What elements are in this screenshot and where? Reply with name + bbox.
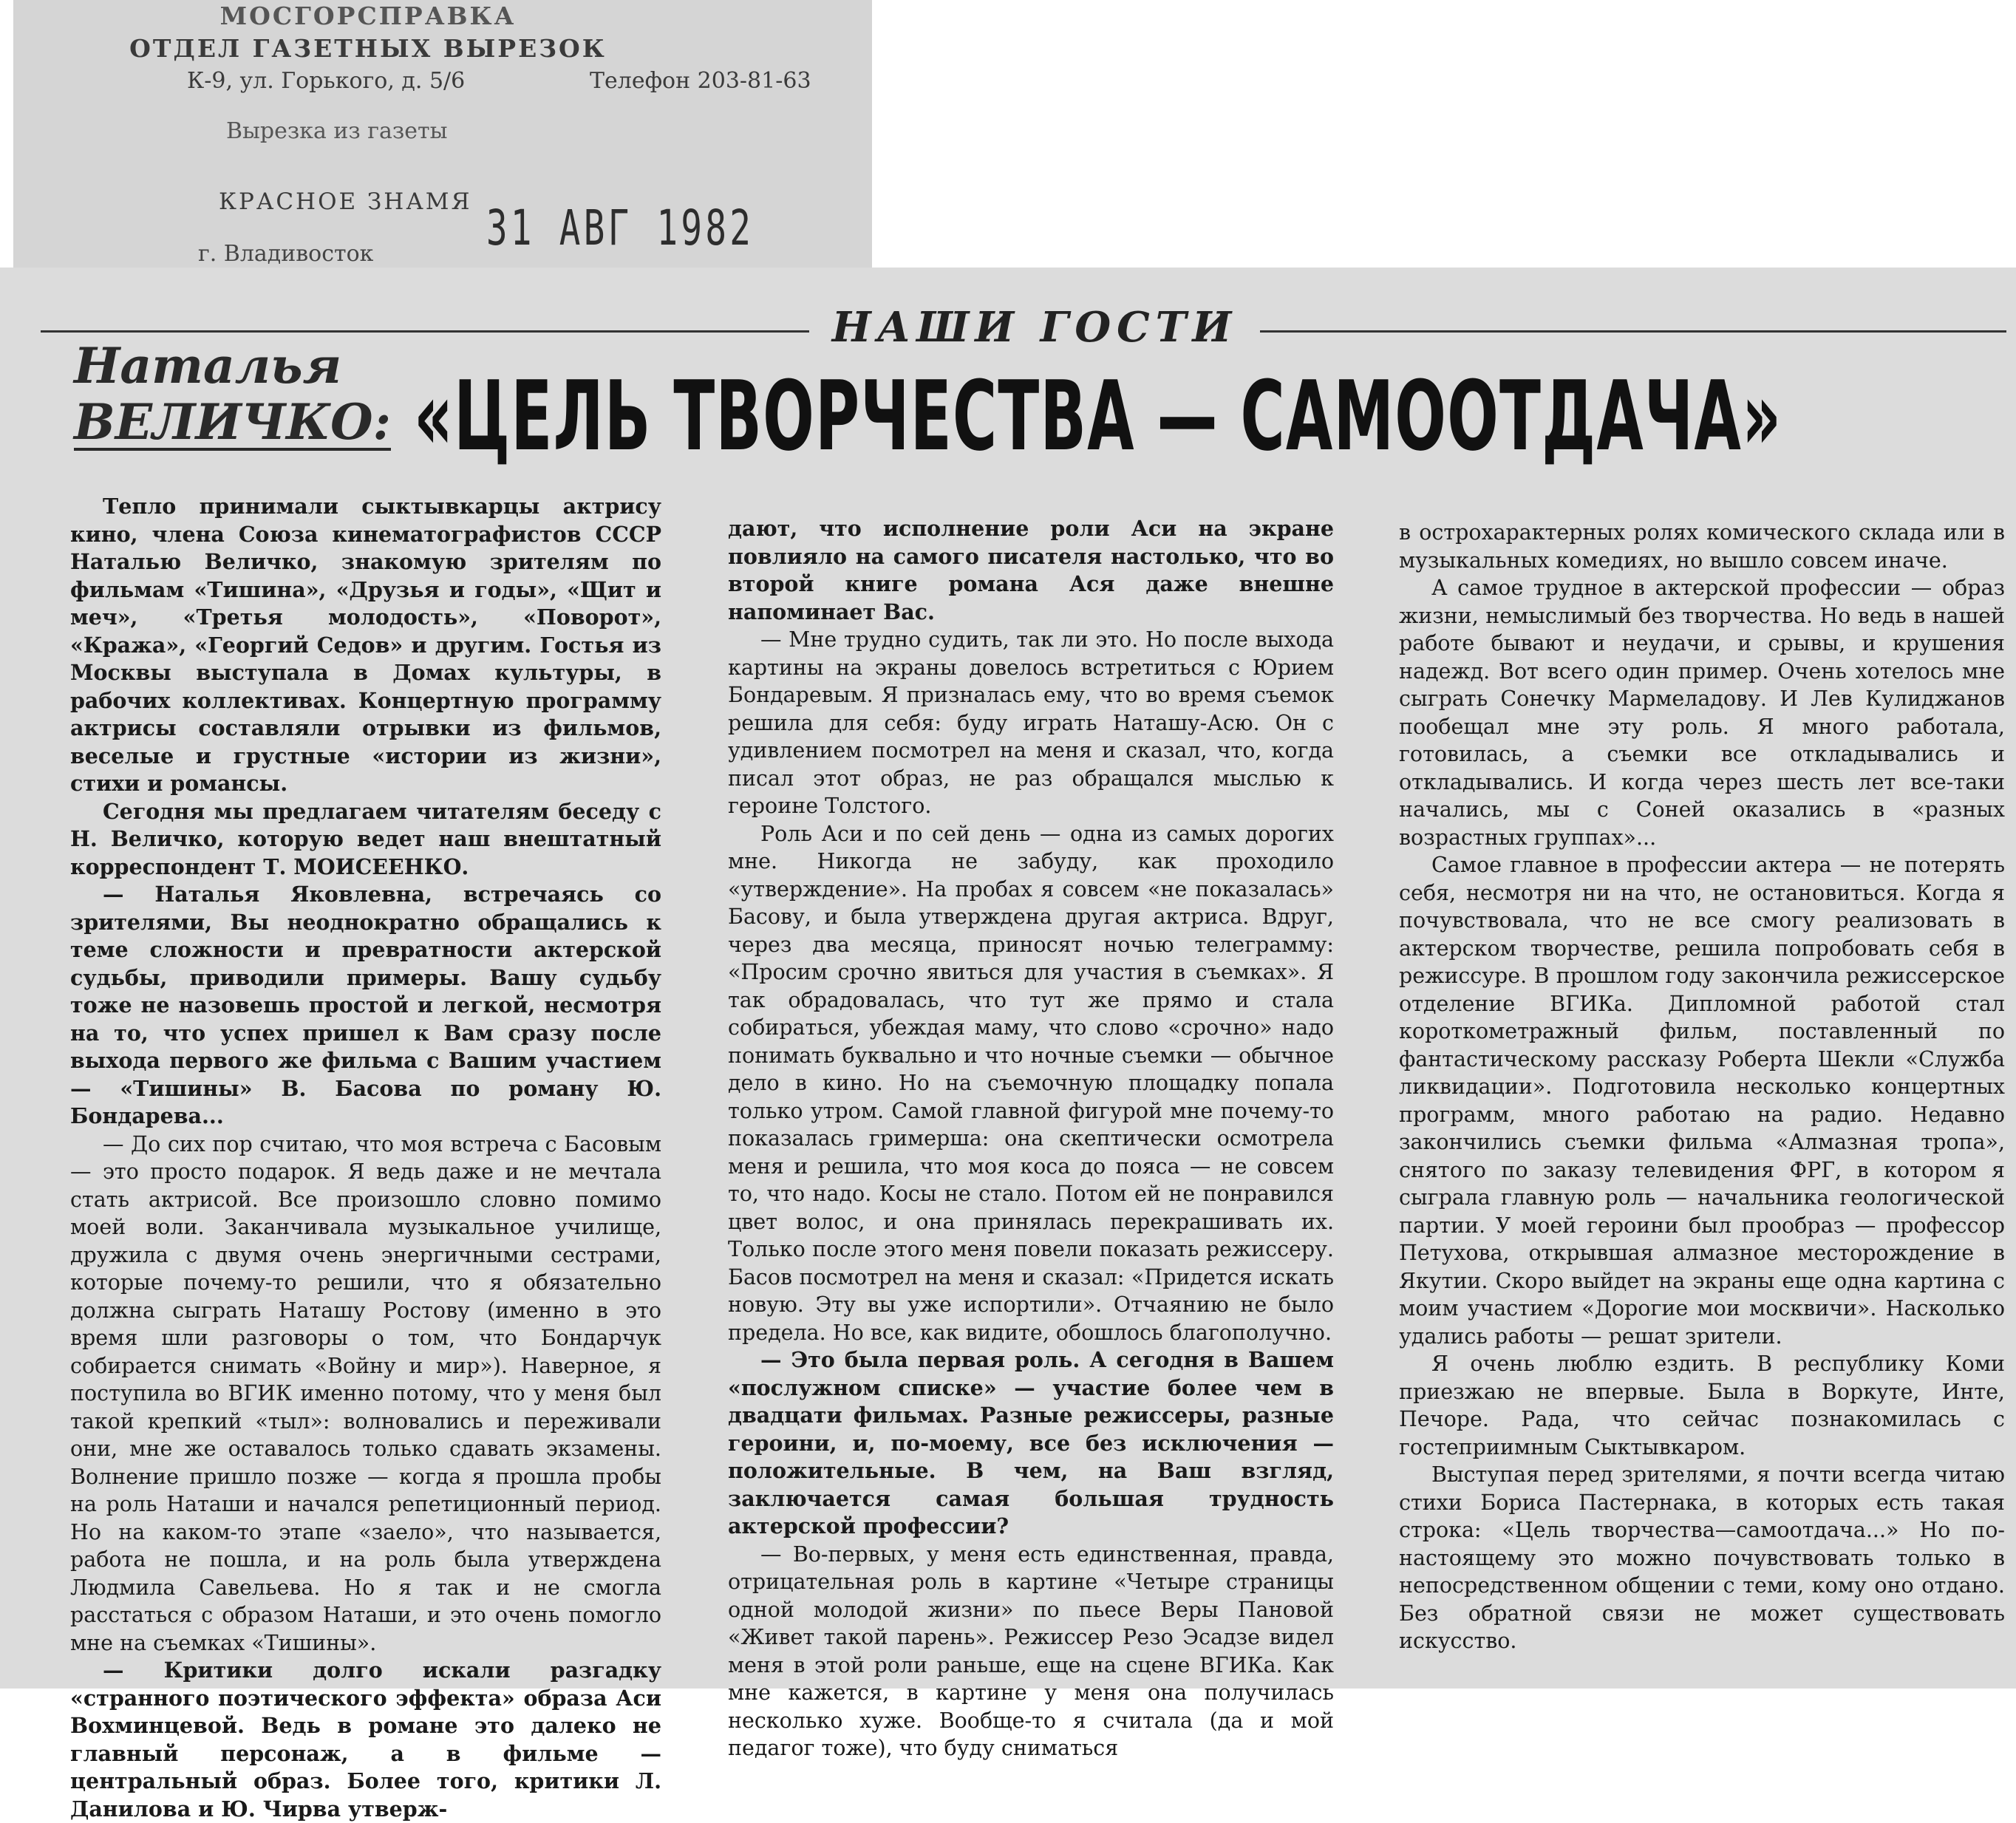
bureau-name: МОСГОРСПРАВКА [219, 1, 517, 30]
article-column-2 [728, 515, 1334, 1762]
rubric-rule-right [1260, 330, 2006, 333]
rubric-rule-left [41, 330, 809, 333]
lead-paragraph: Тепло принимали сыктывкарцы актрису кино, члена Союза кинематографистов СССР Наталью Величко, знакомую зрителям по фильмам «Тишина», «Друзья и годы», «Щит и меч», «Третья молодость», «Поворот», «Кража», «Георгий Седов» и другим. Гостья из Москвы выступала в Домах культуры, в рабочих коллективах. Концертную программу актрисы составляли отрывки из фильмов, веселые и грустные «истории из жизни», стихи и романсы. [70, 494, 661, 796]
clip-source-caption: Вырезка из газеты [226, 118, 448, 144]
article-headline: «ЦЕЛЬ ТВОРЧЕСТВА — САМООТДАЧА» [414, 360, 1782, 472]
interview-answer: Самое главное в профессии актера — не потерять себя, несмотря ни на что, не остановиться. Когда я почувствовала, что не все смогу реализовать в актерском творчестве, решила попробовать себя в режиссуре. В прошлом году закончила режиссерское отделение ВГИКа. Дипломной работой стал короткометражный фильм, поставленный по фантастическому рассказу Роберта Шекли «Служба ликвидации». Подготовила несколько концертных программ, много работаю на радио. Недавно закончились съемки фильма «Алмазная тропа», снятого по заказу телевидения ФРГ, в котором я сыграла главную роль — начальника геологической партии. У моей героини был прообраз — профессор Петухова, открывшая алмазное месторождение в Якутии. Скоро выйдет на экраны еще одна картина с моим участием «Дорогие мои москвичи». Насколько удались работы — решат зрители. [1399, 853, 2005, 1349]
bureau-department: ОТДЕЛ ГАЗЕТНЫХ ВЫРЕЗОК [129, 34, 607, 63]
lead-paragraph: Сегодня мы предлагаем читателям беседу с Н. Величко, которую ведет наш внештатный корреспондент Т. МОИСЕЕНКО. [70, 798, 661, 879]
rubric-title: НАШИ ГОСТИ [813, 303, 1256, 352]
newspaper-clipping [0, 268, 2016, 1822]
author-last-name: ВЕЛИЧКО: [74, 393, 391, 451]
interview-answer: Я очень люблю ездить. В республику Коми приезжаю не впервые. Была в Воркуте, Инте, Печоре. Рада, что сейчас познакомилась с гостеприимным Сыктывкаром. [1399, 1352, 2005, 1459]
interview-question: — Наталья Яковлевна, встречаясь со зрителями, Вы неоднократно обращались к теме сложности и превратности актерской судьбы, приводили примеры. Вашу судьбу тоже не назовешь простой и легкой, несмотря на то, что успех пришел к Вам сразу после выхода первого же фильма с Вашим участием — «Тишины» В. Басова по роману Ю. Бондарева... [70, 882, 661, 1128]
author-block [74, 337, 399, 451]
bureau-address: К-9, ул. Горького, д. 5/6 [187, 68, 466, 94]
interview-question: дают, что исполнение роли Аси на экране повлияло на самого писателя настолько, что во второй книге романа Ася даже внешне напоминает Вас. [728, 516, 1334, 624]
author-first-name: Наталья [74, 337, 342, 395]
article-column-1 [70, 493, 661, 1823]
interview-answer: Выступая перед зрителями, я почти всегда читаю стихи Бориса Пастернака, в которых есть такая строка: «Цель творчества—самоотдача...» Но по-настоящему это можно почувствовать только в непосредственном общении с теми, кому оно отдано. Без обратной связи не может существовать искусство. [1399, 1462, 2005, 1653]
interview-answer: в острохарактерных ролях комического склада или в музыкальных комедиях, но вышло совсем иначе. [1399, 520, 2005, 573]
interview-question: — Это была первая роль. А сегодня в Вашем «послужном списке» — участие более чем в двадцати фильмах. Разные режиссеры, разные героини, и, по-моему, все без исключения — положительные. В чем, на Ваш взгляд, заключается самая большая трудность актерской профессии? [728, 1347, 1334, 1539]
interview-answer: — Во-первых, у меня есть единственная, правда, отрицательная роль в картине «Четыре страницы одной молодой жизни» по пьесе Веры Пановой «Живет такой парень». Режиссер Резо Эсадзе видел меня в этой роли раньше, еще на сцене ВГИКа. Как мне кажется, в картине у меня она получилась несколько хуже. Вообще-то я считала (да и мой педагог тоже), что буду сниматься [728, 1541, 1334, 1760]
interview-answer: А самое трудное в актерской профессии — образ жизни, немыслимый без творчества. Но ведь в нашей работе бывают и неудачи, и срывы, и крушения надежд. Вот всего один пример. Очень хотелось мне сыграть Сонечку Мармеладову. И Лев Кулиджанов пообещал мне эту роль. Я много работала, готовилась, а съемки все откладывались и откладывались. И когда через шесть лет все-таки начались, мы с Соней оказались в «разных возрастных группах»... [1399, 576, 2005, 850]
interview-answer: — До сих пор считаю, что моя встреча с Басовым — это просто подарок. Я ведь даже и не мечтала стать актрисой. Все произошло словно помимо моей воли. Заканчивала музыкальное училище, дружила с двумя очень энергичными сестрами, которые почему-то решили, что я обязательно должна сыграть Наташу Ростову (именно в это время шли разговоры о том, что Бондарчук собирается снимать «Войну и мир»). Наверное, я поступила во ВГИК именно потому, что у меня был такой крепкий «тыл»: волновались и переживали они, мне же оставалось только сдавать экзамены. Волнение пришло позже — когда я прошла пробы на роль Наташи и начался репетиционный период. Но на каком-то этапе «заело», что называется, работа не пошла, и на роль была утверждена Людмила Савельева. Но я так и не смогла расстаться с образом Наташи, и это очень помогло мне на съемках «Тишины». [70, 1131, 661, 1655]
interview-answer: Роль Аси и по сей день — одна из самых дорогих мне. Никогда не забуду, как проходило «утверждение». На пробах я совсем «не показалась» Басову, и была утверждена другая актриса. Вдруг, через два месяца, приносят ночью телеграмму: «Просим срочно явиться для участия в съемках». Я так обрадовалась, что тут же прямо и стала собираться, убеждая маму, что слово «срочно» надо понимать буквально и что ночные съемки — обычное дело в кино. Но на съемочную площадку попала только утром. Самой главной фигурой мне почему-то показалась гримерша: она скептически осмотрела меня и решила, что моя коса до пояса — не совсем то, что надо. Косы не стало. Потом ей не понравился цвет волос, и она принялась перекрашивать их. Только после этого меня повели показать режиссеру. Басов посмотрел на меня и сказал: «Придется искать новую. Эту вы уже испортили». Отчаянию не было предела. Но все, как видите, обошлось благополучно. [728, 821, 1334, 1345]
newspaper-name: КРАСНОЕ ЗНАМЯ [219, 188, 472, 215]
bureau-phone: Телефон 203-81-63 [590, 68, 811, 94]
clipping-label [13, 0, 872, 268]
newspaper-city: г. Владивосток [198, 241, 374, 267]
interview-question: — Критики долго искали разгадку «странного поэтического эффекта» образа Аси Вохминцевой. Ведь в романе это далеко не главный персонаж, а в фильме — центральный образ. Более того, критики Л. Данилова и Ю. Чирва утверж- [70, 1657, 661, 1822]
date-stamp: 31 АВГ 1982 [486, 200, 755, 256]
interview-answer: — Мне трудно судить, так ли это. Но после выхода картины на экраны довелось встретиться с Юрием Бондаревым. Я призналась ему, что во время съемок решила для себя: буду играть Наташу-Асю. Он с удивлением посмотрел на меня и сказал, что, когда писал этот образ, не раз обращался мыслью к героине Толстого. [728, 627, 1334, 818]
article-column-3 [1399, 519, 2005, 1655]
